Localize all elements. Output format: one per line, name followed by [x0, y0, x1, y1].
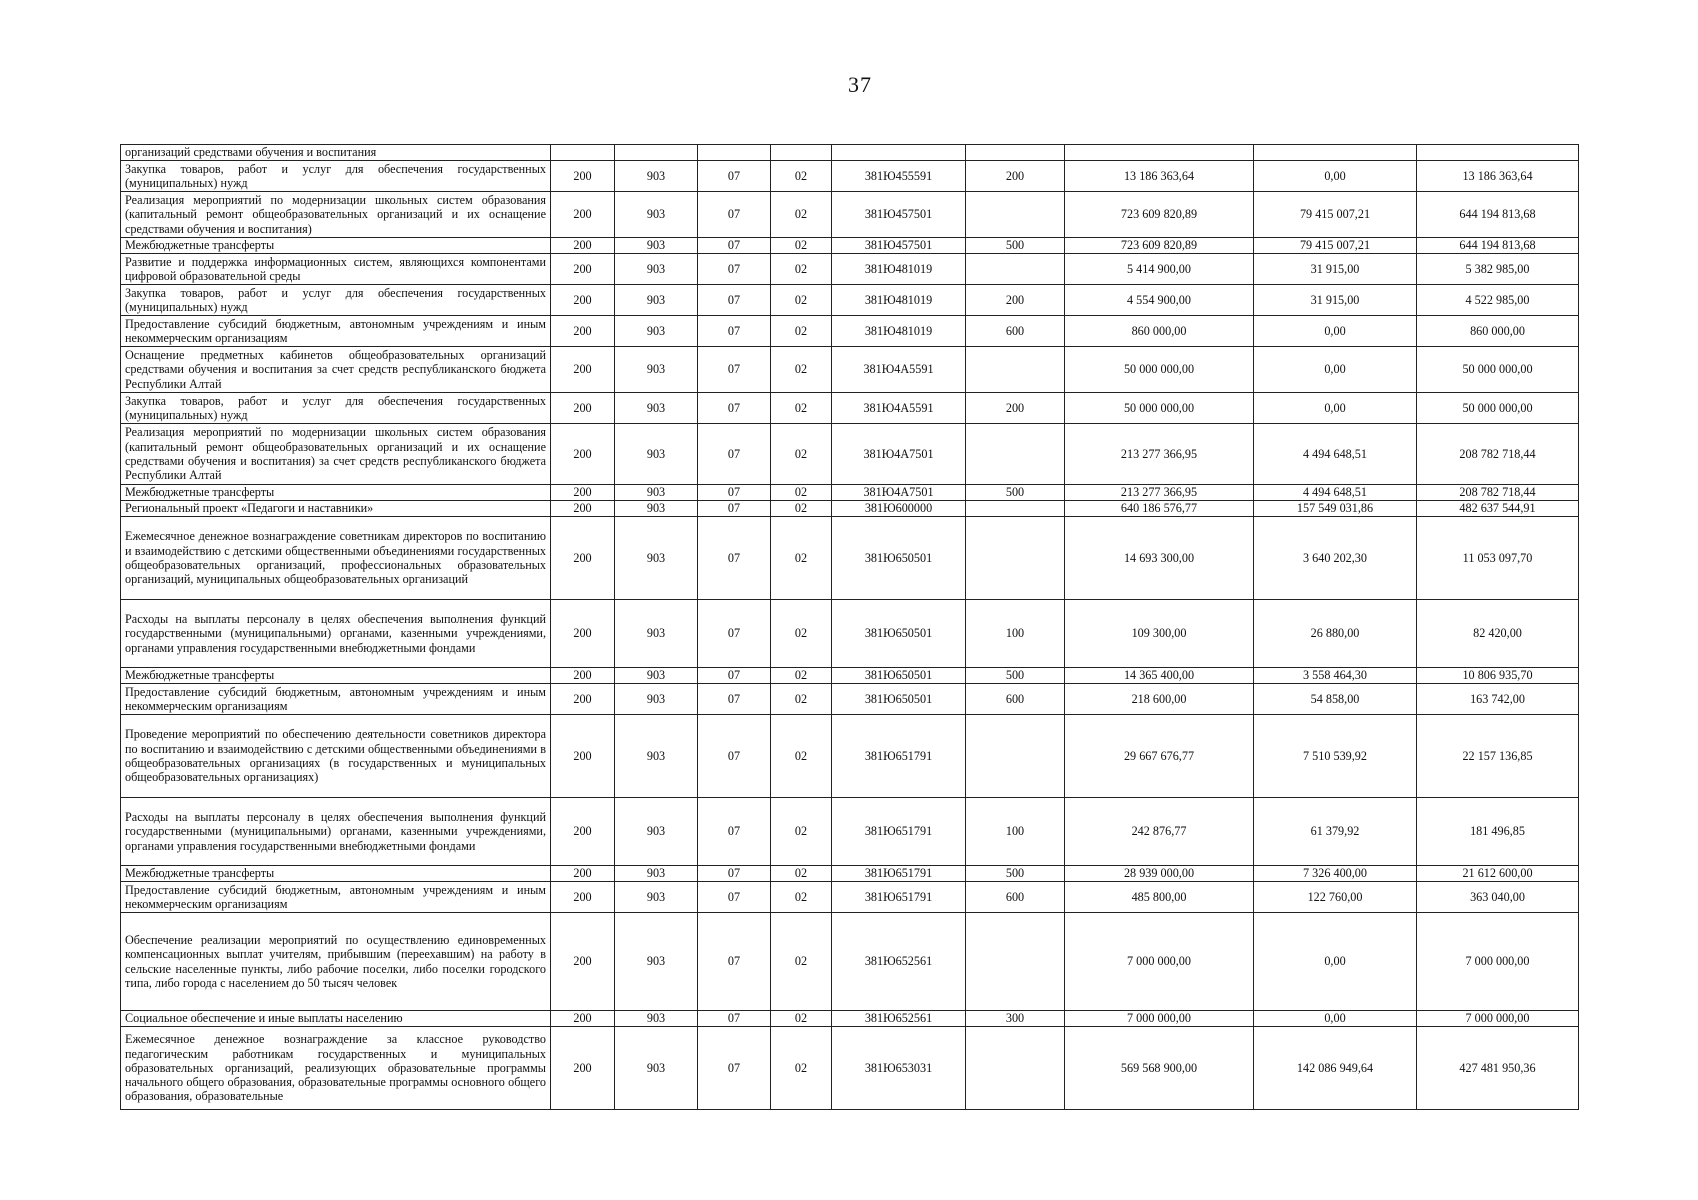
code-cell-5: 381Ю650501	[832, 517, 966, 600]
code-cell-2: 903	[615, 517, 698, 600]
code-cell-3: 07	[698, 1027, 771, 1110]
row-name-cell: Реализация мероприятий по модернизации школьных систем образования (капитальный ремонт общеобразовательных организаций и их оснащение средствами обучения и воспитания) за счет средств республиканского бюджета Республики Алтай	[121, 424, 551, 485]
code-cell-2: 903	[615, 684, 698, 715]
code-cell-5	[832, 145, 966, 161]
code-cell-6	[966, 517, 1065, 600]
amount-cell-2: 122 760,00	[1254, 882, 1417, 913]
code-cell-1: 200	[551, 913, 615, 1011]
amount-cell-3: 208 782 718,44	[1417, 485, 1579, 501]
code-cell-4: 02	[771, 285, 832, 316]
table-row	[121, 668, 1579, 684]
code-cell-3: 07	[698, 316, 771, 347]
table-row	[121, 501, 1579, 517]
amount-cell-2: 61 379,92	[1254, 798, 1417, 866]
code-cell-1: 200	[551, 517, 615, 600]
code-cell-4: 02	[771, 1027, 832, 1110]
row-name-cell: Расходы на выплаты персоналу в целях обеспечения выполнения функций государственными (муниципальными) органами, казенными учреждениями, органами управления государственными внебюджетными фондами	[121, 600, 551, 668]
table-row	[121, 393, 1579, 424]
code-cell-5: 381Ю4А5591	[832, 393, 966, 424]
code-cell-4: 02	[771, 684, 832, 715]
code-cell-2: 903	[615, 600, 698, 668]
amount-cell-3: 208 782 718,44	[1417, 424, 1579, 485]
amount-cell-1: 28 939 000,00	[1065, 866, 1254, 882]
amount-cell-2: 3 558 464,30	[1254, 668, 1417, 684]
code-cell-4: 02	[771, 254, 832, 285]
code-cell-5: 381Ю457501	[832, 238, 966, 254]
amount-cell-1: 218 600,00	[1065, 684, 1254, 715]
row-name-cell: Развитие и поддержка информационных систем, являющихся компонентами цифровой образовательной среды	[121, 254, 551, 285]
code-cell-4: 02	[771, 501, 832, 517]
row-name-cell: Закупка товаров, работ и услуг для обеспечения государственных (муниципальных) нужд	[121, 161, 551, 192]
code-cell-3: 07	[698, 517, 771, 600]
code-cell-5: 381Ю481019	[832, 285, 966, 316]
code-cell-3: 07	[698, 238, 771, 254]
code-cell-5: 381Ю4А7501	[832, 485, 966, 501]
code-cell-3: 07	[698, 913, 771, 1011]
code-cell-6: 200	[966, 285, 1065, 316]
code-cell-5: 381Ю652561	[832, 913, 966, 1011]
amount-cell-1: 7 000 000,00	[1065, 1011, 1254, 1027]
amount-cell-3: 7 000 000,00	[1417, 1011, 1579, 1027]
amount-cell-2: 4 494 648,51	[1254, 485, 1417, 501]
code-cell-1: 200	[551, 600, 615, 668]
row-name-cell: организаций средствами обучения и воспитания	[121, 145, 551, 161]
amount-cell-1: 569 568 900,00	[1065, 1027, 1254, 1110]
amount-cell-2: 7 326 400,00	[1254, 866, 1417, 882]
code-cell-4: 02	[771, 866, 832, 882]
row-name-cell: Проведение мероприятий по обеспечению деятельности советников директора по воспитанию и взаимодействию с детскими общественными объединениями в общеобразовательных организациях (в государственных и муниципальных общеобразовательных организациях)	[121, 715, 551, 798]
code-cell-6: 600	[966, 882, 1065, 913]
code-cell-6	[966, 501, 1065, 517]
code-cell-1: 200	[551, 285, 615, 316]
amount-cell-1: 14 693 300,00	[1065, 517, 1254, 600]
code-cell-2: 903	[615, 192, 698, 238]
row-name-cell: Ежемесячное денежное вознаграждение за классное руководство педагогическим работникам государственных и муниципальных образовательных организаций, реализующих образовательные программы начального общего образования, образовательные программы основного общего образования, образовательные	[121, 1027, 551, 1110]
code-cell-2: 903	[615, 715, 698, 798]
code-cell-2: 903	[615, 254, 698, 285]
code-cell-1: 200	[551, 192, 615, 238]
amount-cell-1: 5 414 900,00	[1065, 254, 1254, 285]
amount-cell-2: 31 915,00	[1254, 254, 1417, 285]
row-name-cell: Закупка товаров, работ и услуг для обеспечения государственных (муниципальных) нужд	[121, 393, 551, 424]
code-cell-5: 381Ю481019	[832, 316, 966, 347]
table-row	[121, 798, 1579, 866]
code-cell-5: 381Ю651791	[832, 882, 966, 913]
code-cell-5: 381Ю652561	[832, 1011, 966, 1027]
code-cell-3: 07	[698, 393, 771, 424]
code-cell-6: 500	[966, 485, 1065, 501]
amount-cell-3: 181 496,85	[1417, 798, 1579, 866]
code-cell-5: 381Ю457501	[832, 192, 966, 238]
code-cell-2: 903	[615, 913, 698, 1011]
code-cell-3	[698, 145, 771, 161]
code-cell-4: 02	[771, 882, 832, 913]
code-cell-6: 100	[966, 798, 1065, 866]
code-cell-2: 903	[615, 866, 698, 882]
code-cell-4: 02	[771, 161, 832, 192]
code-cell-1: 200	[551, 393, 615, 424]
code-cell-6: 600	[966, 684, 1065, 715]
code-cell-3: 07	[698, 715, 771, 798]
code-cell-6	[966, 145, 1065, 161]
code-cell-3: 07	[698, 501, 771, 517]
page-number: 37	[848, 72, 872, 97]
amount-cell-3: 427 481 950,36	[1417, 1027, 1579, 1110]
table-row	[121, 517, 1579, 600]
amount-cell-1: 485 800,00	[1065, 882, 1254, 913]
code-cell-1: 200	[551, 254, 615, 285]
table-row	[121, 192, 1579, 238]
row-name-cell: Социальное обеспечение и иные выплаты населению	[121, 1011, 551, 1027]
amount-cell-3: 4 522 985,00	[1417, 285, 1579, 316]
row-name-cell: Ежемесячное денежное вознаграждение советникам директоров по воспитанию и взаимодействию с детскими общественными объединениями государственных общеобразовательных организаций, профессиональных образовательных организаций, муниципальных общеобразовательных организаций	[121, 517, 551, 600]
code-cell-2	[615, 145, 698, 161]
amount-cell-1	[1065, 145, 1254, 161]
amount-cell-3: 82 420,00	[1417, 600, 1579, 668]
row-name-cell: Расходы на выплаты персоналу в целях обеспечения выполнения функций государственными (муниципальными) органами, казенными учреждениями, органами управления государственными внебюджетными фондами	[121, 798, 551, 866]
row-name-cell: Закупка товаров, работ и услуг для обеспечения государственных (муниципальных) нужд	[121, 285, 551, 316]
table-row	[121, 715, 1579, 798]
amount-cell-3	[1417, 145, 1579, 161]
code-cell-3: 07	[698, 485, 771, 501]
code-cell-2: 903	[615, 285, 698, 316]
code-cell-4: 02	[771, 424, 832, 485]
code-cell-6	[966, 715, 1065, 798]
code-cell-4: 02	[771, 347, 832, 393]
code-cell-5: 381Ю651791	[832, 715, 966, 798]
amount-cell-1: 50 000 000,00	[1065, 347, 1254, 393]
code-cell-1: 200	[551, 684, 615, 715]
code-cell-6: 200	[966, 393, 1065, 424]
amount-cell-2: 4 494 648,51	[1254, 424, 1417, 485]
code-cell-4: 02	[771, 485, 832, 501]
code-cell-4	[771, 145, 832, 161]
code-cell-2: 903	[615, 501, 698, 517]
code-cell-5: 381Ю4А5591	[832, 347, 966, 393]
amount-cell-3: 7 000 000,00	[1417, 913, 1579, 1011]
amount-cell-2: 0,00	[1254, 316, 1417, 347]
table-row	[121, 866, 1579, 882]
code-cell-5: 381Ю481019	[832, 254, 966, 285]
code-cell-2: 903	[615, 424, 698, 485]
code-cell-1: 200	[551, 501, 615, 517]
code-cell-3: 07	[698, 866, 771, 882]
code-cell-3: 07	[698, 684, 771, 715]
amount-cell-1: 109 300,00	[1065, 600, 1254, 668]
table-row	[121, 1027, 1579, 1110]
table-row	[121, 347, 1579, 393]
amount-cell-2: 79 415 007,21	[1254, 238, 1417, 254]
amount-cell-1: 723 609 820,89	[1065, 192, 1254, 238]
code-cell-6: 100	[966, 600, 1065, 668]
code-cell-6	[966, 254, 1065, 285]
code-cell-1: 200	[551, 316, 615, 347]
amount-cell-2: 31 915,00	[1254, 285, 1417, 316]
amount-cell-1: 242 876,77	[1065, 798, 1254, 866]
code-cell-2: 903	[615, 393, 698, 424]
code-cell-4: 02	[771, 393, 832, 424]
amount-cell-1: 860 000,00	[1065, 316, 1254, 347]
code-cell-3: 07	[698, 161, 771, 192]
code-cell-6: 500	[966, 866, 1065, 882]
amount-cell-1: 13 186 363,64	[1065, 161, 1254, 192]
code-cell-2: 903	[615, 1011, 698, 1027]
amount-cell-1: 723 609 820,89	[1065, 238, 1254, 254]
amount-cell-3: 13 186 363,64	[1417, 161, 1579, 192]
code-cell-1: 200	[551, 424, 615, 485]
code-cell-3: 07	[698, 668, 771, 684]
amount-cell-1: 7 000 000,00	[1065, 913, 1254, 1011]
code-cell-5: 381Ю650501	[832, 600, 966, 668]
code-cell-6: 500	[966, 238, 1065, 254]
code-cell-5: 381Ю600000	[832, 501, 966, 517]
code-cell-2: 903	[615, 347, 698, 393]
row-name-cell: Реализация мероприятий по модернизации школьных систем образования (капитальный ремонт общеобразовательных организаций и их оснащение средствами обучения и воспитания)	[121, 192, 551, 238]
code-cell-3: 07	[698, 347, 771, 393]
row-name-cell: Обеспечение реализации мероприятий по осуществлению единовременных компенсационных выплат учителям, прибывшим (переехавшим) на работу в сельские населенные пункты, либо рабочие поселки, либо поселки городского типа, либо города с населением до 50 тысяч человек	[121, 913, 551, 1011]
code-cell-4: 02	[771, 715, 832, 798]
code-cell-1: 200	[551, 715, 615, 798]
amount-cell-2: 0,00	[1254, 161, 1417, 192]
row-name-cell: Межбюджетные трансферты	[121, 238, 551, 254]
code-cell-6	[966, 1027, 1065, 1110]
table-row	[121, 238, 1579, 254]
code-cell-1: 200	[551, 347, 615, 393]
table-row	[121, 285, 1579, 316]
table-row	[121, 145, 1579, 161]
row-name-cell: Предоставление субсидий бюджетным, автономным учреждениям и иным некоммерческим организациям	[121, 316, 551, 347]
code-cell-1: 200	[551, 485, 615, 501]
table-row	[121, 600, 1579, 668]
code-cell-5: 381Ю650501	[832, 684, 966, 715]
code-cell-4: 02	[771, 238, 832, 254]
code-cell-1: 200	[551, 882, 615, 913]
amount-cell-2: 3 640 202,30	[1254, 517, 1417, 600]
code-cell-4: 02	[771, 192, 832, 238]
table-row	[121, 424, 1579, 485]
amount-cell-1: 213 277 366,95	[1065, 424, 1254, 485]
amount-cell-3: 363 040,00	[1417, 882, 1579, 913]
amount-cell-1: 50 000 000,00	[1065, 393, 1254, 424]
row-name-cell: Региональный проект «Педагоги и наставники»	[121, 501, 551, 517]
code-cell-2: 903	[615, 1027, 698, 1110]
budget-table	[120, 144, 1579, 1110]
amount-cell-3: 163 742,00	[1417, 684, 1579, 715]
amount-cell-2: 54 858,00	[1254, 684, 1417, 715]
code-cell-6	[966, 192, 1065, 238]
code-cell-3: 07	[698, 1011, 771, 1027]
amount-cell-2: 0,00	[1254, 1011, 1417, 1027]
row-name-cell: Предоставление субсидий бюджетным, автономным учреждениям и иным некоммерческим организациям	[121, 882, 551, 913]
code-cell-6: 300	[966, 1011, 1065, 1027]
amount-cell-3: 11 053 097,70	[1417, 517, 1579, 600]
table-row	[121, 161, 1579, 192]
row-name-cell: Межбюджетные трансферты	[121, 866, 551, 882]
code-cell-3: 07	[698, 192, 771, 238]
code-cell-2: 903	[615, 485, 698, 501]
code-cell-3: 07	[698, 882, 771, 913]
code-cell-1: 200	[551, 1011, 615, 1027]
code-cell-1: 200	[551, 668, 615, 684]
code-cell-4: 02	[771, 1011, 832, 1027]
amount-cell-3: 482 637 544,91	[1417, 501, 1579, 517]
code-cell-1	[551, 145, 615, 161]
amount-cell-1: 14 365 400,00	[1065, 668, 1254, 684]
amount-cell-2: 79 415 007,21	[1254, 192, 1417, 238]
table-row	[121, 1011, 1579, 1027]
amount-cell-2: 0,00	[1254, 913, 1417, 1011]
amount-cell-3: 644 194 813,68	[1417, 238, 1579, 254]
code-cell-3: 07	[698, 254, 771, 285]
amount-cell-3: 50 000 000,00	[1417, 393, 1579, 424]
code-cell-6	[966, 913, 1065, 1011]
table-row	[121, 254, 1579, 285]
amount-cell-3: 644 194 813,68	[1417, 192, 1579, 238]
code-cell-4: 02	[771, 316, 832, 347]
code-cell-3: 07	[698, 424, 771, 485]
code-cell-6: 500	[966, 668, 1065, 684]
table-row	[121, 684, 1579, 715]
code-cell-5: 381Ю455591	[832, 161, 966, 192]
code-cell-4: 02	[771, 913, 832, 1011]
amount-cell-1: 29 667 676,77	[1065, 715, 1254, 798]
amount-cell-2: 142 086 949,64	[1254, 1027, 1417, 1110]
code-cell-2: 903	[615, 668, 698, 684]
code-cell-4: 02	[771, 517, 832, 600]
code-cell-2: 903	[615, 238, 698, 254]
code-cell-1: 200	[551, 1027, 615, 1110]
code-cell-5: 381Ю4А7501	[832, 424, 966, 485]
row-name-cell: Предоставление субсидий бюджетным, автономным учреждениям и иным некоммерческим организациям	[121, 684, 551, 715]
table-row	[121, 882, 1579, 913]
code-cell-2: 903	[615, 882, 698, 913]
amount-cell-2: 0,00	[1254, 347, 1417, 393]
amount-cell-1: 4 554 900,00	[1065, 285, 1254, 316]
amount-cell-3: 860 000,00	[1417, 316, 1579, 347]
code-cell-5: 381Ю651791	[832, 866, 966, 882]
table-row	[121, 485, 1579, 501]
table-row	[121, 913, 1579, 1011]
table-row	[121, 316, 1579, 347]
code-cell-4: 02	[771, 668, 832, 684]
row-name-cell: Межбюджетные трансферты	[121, 485, 551, 501]
amount-cell-1: 213 277 366,95	[1065, 485, 1254, 501]
code-cell-5: 381Ю653031	[832, 1027, 966, 1110]
code-cell-2: 903	[615, 798, 698, 866]
code-cell-4: 02	[771, 798, 832, 866]
code-cell-2: 903	[615, 161, 698, 192]
code-cell-2: 903	[615, 316, 698, 347]
row-name-cell: Оснащение предметных кабинетов общеобразовательных организаций средствами обучения и воспитания за счет средств республиканского бюджета Республики Алтай	[121, 347, 551, 393]
code-cell-1: 200	[551, 798, 615, 866]
code-cell-3: 07	[698, 798, 771, 866]
amount-cell-3: 50 000 000,00	[1417, 347, 1579, 393]
amount-cell-3: 22 157 136,85	[1417, 715, 1579, 798]
code-cell-5: 381Ю651791	[832, 798, 966, 866]
amount-cell-2: 7 510 539,92	[1254, 715, 1417, 798]
amount-cell-3: 5 382 985,00	[1417, 254, 1579, 285]
amount-cell-2: 157 549 031,86	[1254, 501, 1417, 517]
code-cell-4: 02	[771, 600, 832, 668]
row-name-cell: Межбюджетные трансферты	[121, 668, 551, 684]
amount-cell-2	[1254, 145, 1417, 161]
amount-cell-3: 10 806 935,70	[1417, 668, 1579, 684]
code-cell-1: 200	[551, 161, 615, 192]
amount-cell-1: 640 186 576,77	[1065, 501, 1254, 517]
code-cell-3: 07	[698, 285, 771, 316]
amount-cell-2: 0,00	[1254, 393, 1417, 424]
code-cell-1: 200	[551, 866, 615, 882]
code-cell-6: 200	[966, 161, 1065, 192]
amount-cell-3: 21 612 600,00	[1417, 866, 1579, 882]
code-cell-6	[966, 424, 1065, 485]
code-cell-5: 381Ю650501	[832, 668, 966, 684]
code-cell-6: 600	[966, 316, 1065, 347]
amount-cell-2: 26 880,00	[1254, 600, 1417, 668]
code-cell-6	[966, 347, 1065, 393]
code-cell-3: 07	[698, 600, 771, 668]
code-cell-1: 200	[551, 238, 615, 254]
